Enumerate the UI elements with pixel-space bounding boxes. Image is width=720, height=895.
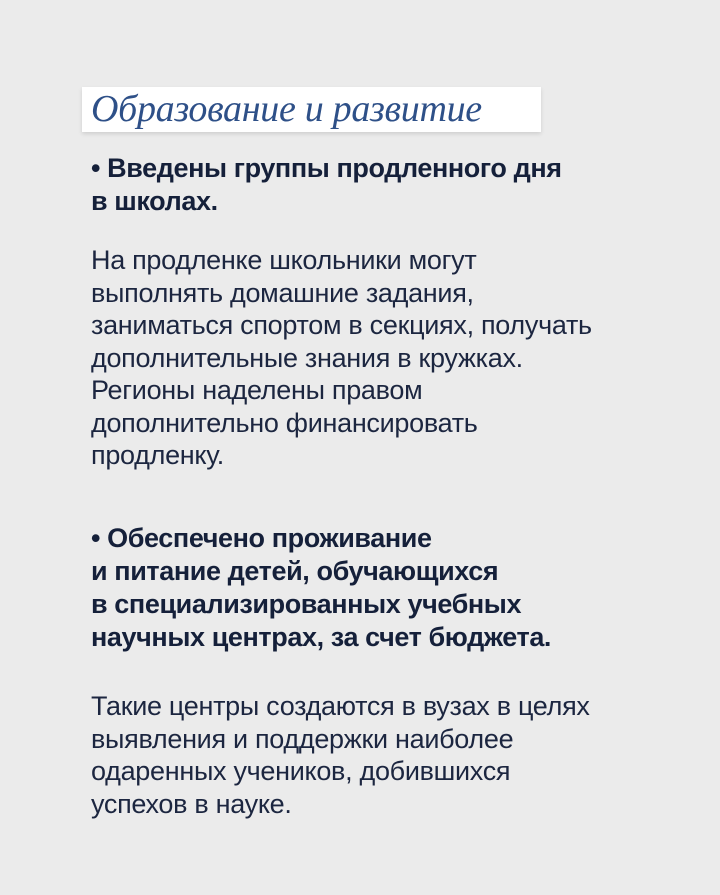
- body-line: Регионы наделены правом: [91, 375, 423, 405]
- page-title: Образование и развитие: [91, 88, 482, 130]
- body-line: дополнительно финансировать: [91, 407, 478, 438]
- section-1-heading: [91, 152, 562, 218]
- body-line: выявления и поддержки наиболее: [91, 723, 514, 754]
- heading-line: • Введены группы продленного дня: [91, 153, 562, 183]
- body-line: На продленке школьники могут: [91, 245, 477, 275]
- body-line: успехов в науке.: [91, 788, 292, 819]
- section-2-heading: [91, 522, 551, 654]
- body-line: Такие центры создаются в вузах в целях: [91, 691, 590, 721]
- body-line: заниматься спортом в секциях, получать: [91, 310, 592, 340]
- heading-line: и питание детей, обучающихся: [91, 556, 499, 586]
- title-box: [82, 87, 541, 132]
- body-line: одаренных учеников, добившихся: [91, 756, 511, 786]
- heading-line: научных центрах, за счет бюджета.: [91, 622, 552, 652]
- section-1-body: [91, 244, 592, 472]
- heading-line: • Обеспечено проживание: [91, 523, 432, 553]
- body-line: выполнять домашние задания,: [91, 277, 474, 308]
- body-line: дополнительные знания в кружках.: [91, 342, 523, 373]
- body-line: продленку.: [91, 440, 224, 470]
- heading-line: в школах.: [91, 186, 218, 216]
- section-2-body: [91, 690, 590, 820]
- heading-line: в специализированных учебных: [91, 589, 522, 619]
